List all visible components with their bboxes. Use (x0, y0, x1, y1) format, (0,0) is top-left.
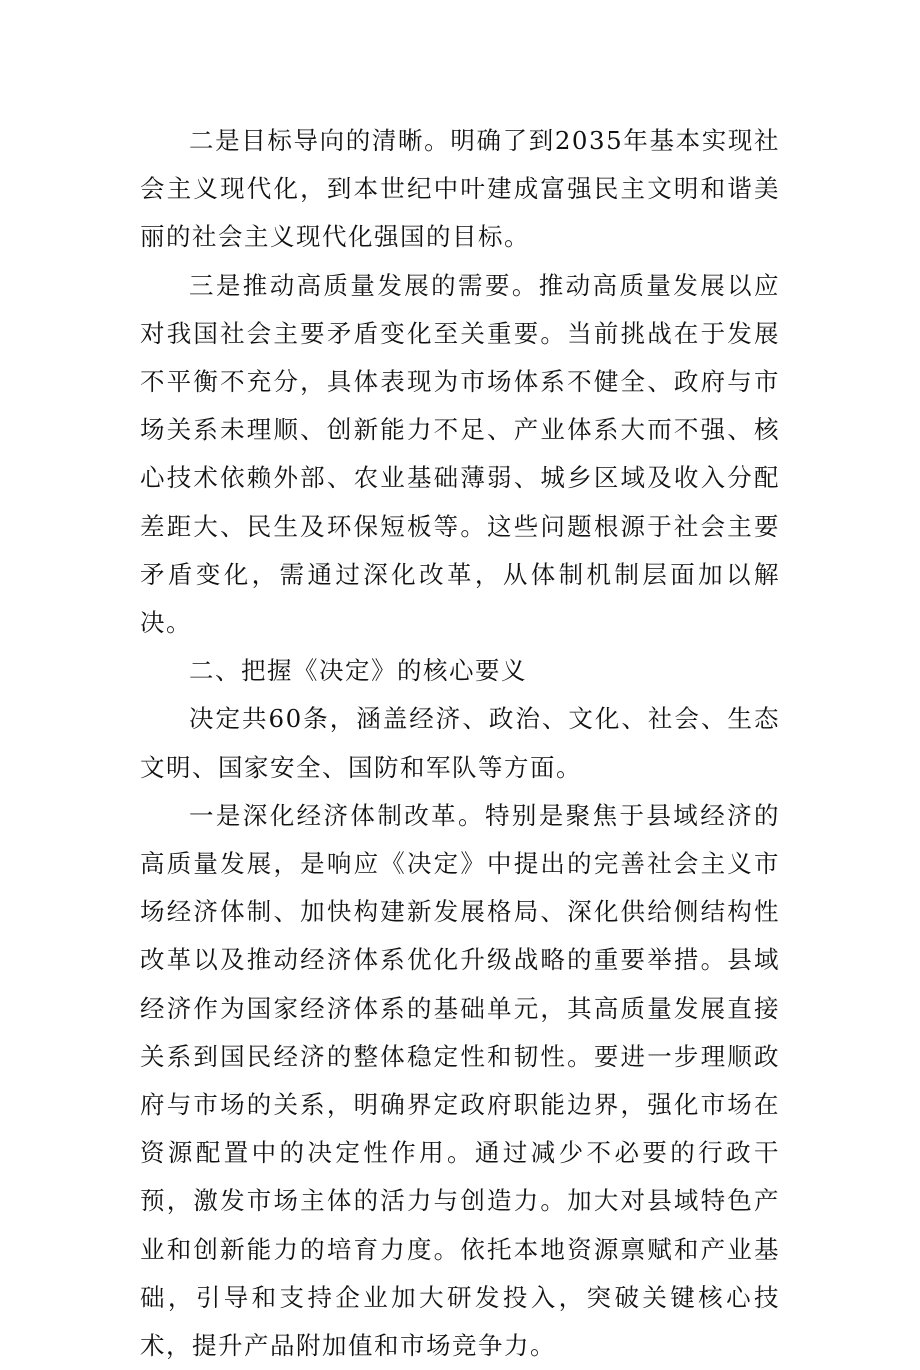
section-heading-core-essence: 二、把握《决定》的核心要义 (189, 656, 527, 686)
document-body (140, 117, 780, 1370)
paragraph-goal-orientation: 二是目标导向的清晰。明确了到2035年基本实现社会主义现代化，到本世纪中叶建成富强民主文明和谐美丽的社会主义现代化强国的目标。 (140, 126, 780, 252)
paragraph-high-quality-development: 三是推动高质量发展的需要。推动高质量发展以应对我国社会主要矛盾变化至关重要。当前挑战在于发展不平衡不充分，具体表现为市场体系不健全、政府与市场关系未理顺、创新能力不足、产业体系大而不强、核心技术依赖外部、农业基础薄弱、城乡区域及收入分配差距大、民生及环保短板等。这些问题根源于社会主要矛盾变化，需通过深化改革，从体制机制层面加以解决。 (140, 270, 780, 638)
paragraph-decision-scope: 决定共60条，涵盖经济、政治、文化、社会、生态文明、国家安全、国防和军队等方面。 (140, 704, 780, 782)
paragraph-economic-reform: 一是深化经济体制改革。特别是聚焦于县域经济的高质量发展，是响应《决定》中提出的完善社会主义市场经济体制、加快构建新发展格局、深化供给侧结构性改革以及推动经济体系优化升级战略的重要举措。县域经济作为国家经济体系的基础单元，其高质量发展直接关系到国民经济的整体稳定性和韧性。要进一步理顺政府与市场的关系，明确界定政府职能边界，强化市场在资源配置中的决定性作用。通过减少不必要的行政干预，激发市场主体的活力与创造力。加大对县域特色产业和创新能力的培育力度。依托本地资源禀赋和产业基础，引导和支持企业加大研发投入，突破关键核心技术，提升产品附加值和市场竞争力。 (140, 800, 780, 1361)
